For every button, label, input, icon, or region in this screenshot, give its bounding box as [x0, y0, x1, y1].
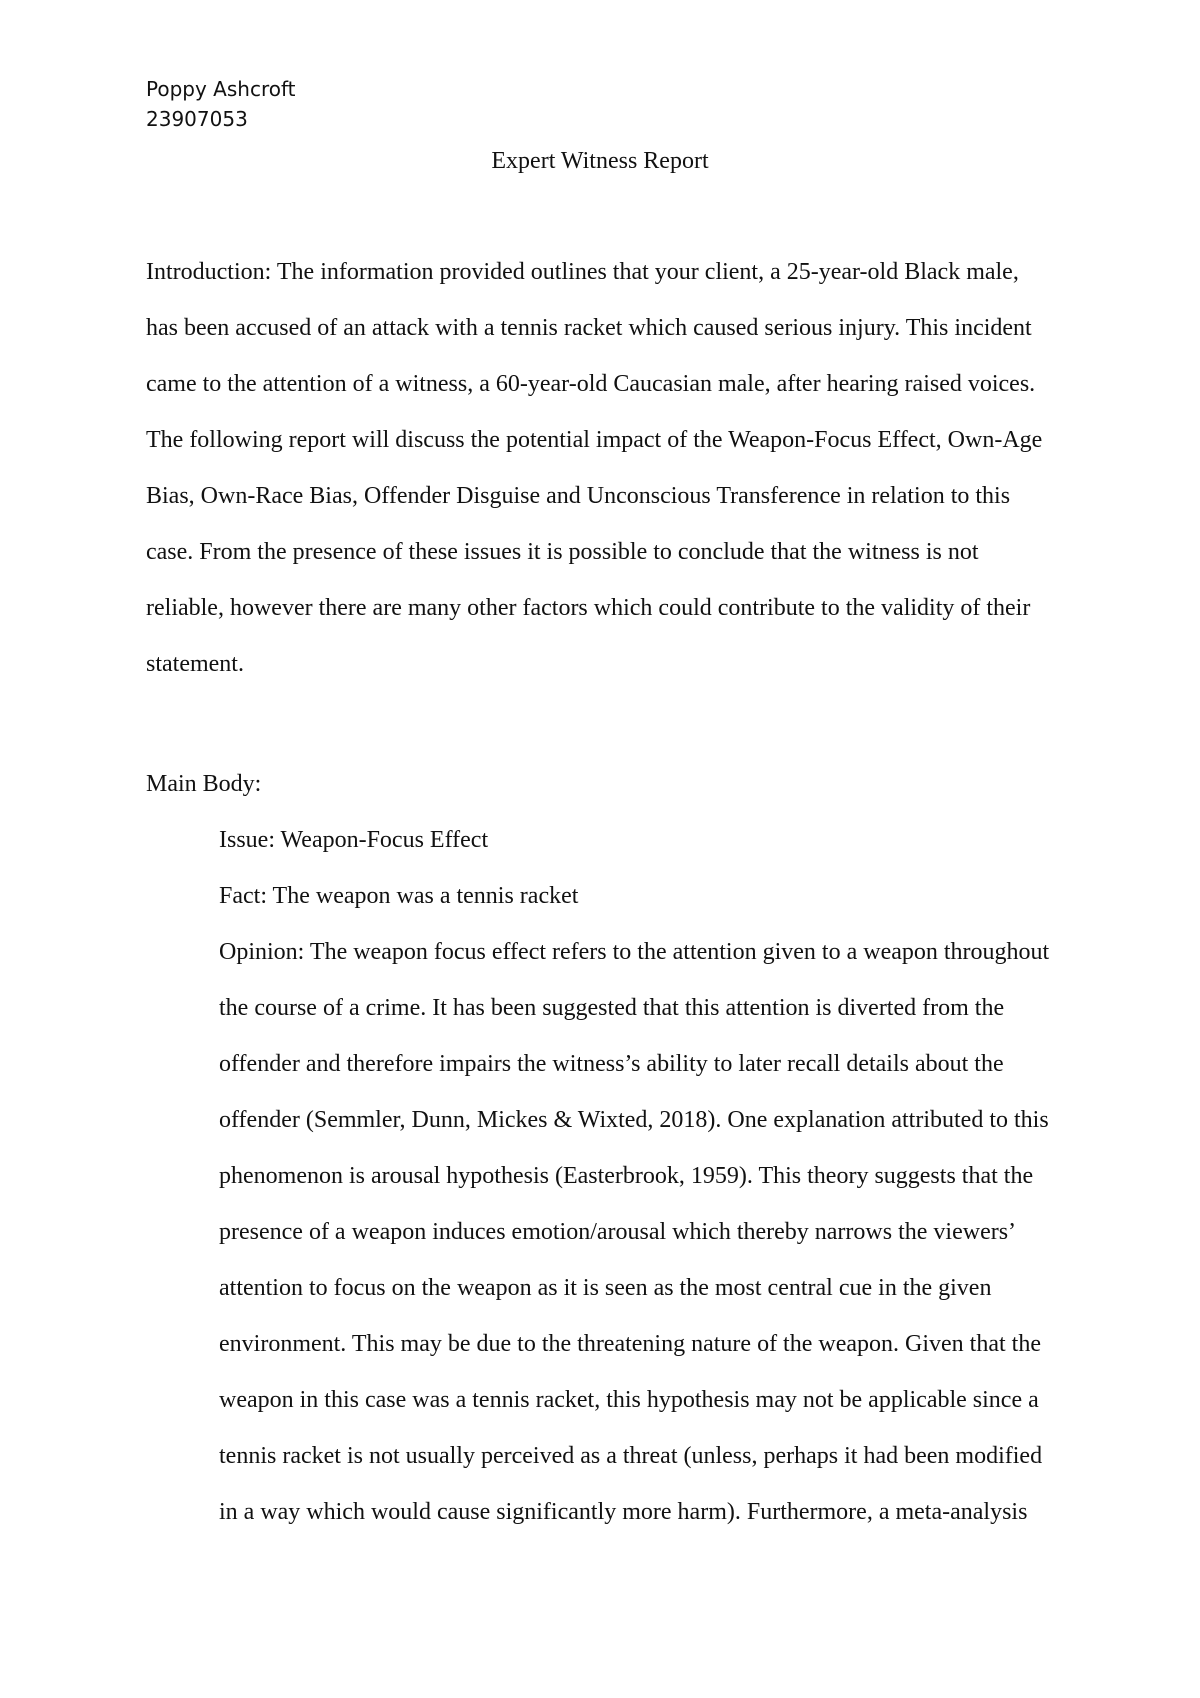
intro-line: Introduction: The information provided outlines that your client, a 25-year-old Black male, [146, 259, 1019, 285]
author-name: Poppy Ashcroft [146, 77, 296, 101]
intro-line: Bias, Own-Race Bias, Offender Disguise and Unconscious Transference in relation to this [146, 483, 1011, 509]
document-title: Expert Witness Report [491, 148, 709, 174]
opinion-line: Opinion: The weapon focus effect refers to the attention given to a weapon throughout [219, 939, 1050, 965]
opinion-line: environment. This may be due to the threatening nature of the weapon. Given that the [219, 1331, 1041, 1357]
intro-line: came to the attention of a witness, a 60-year-old Caucasian male, after hearing raised voices. [146, 371, 1036, 397]
fact-line: Fact: The weapon was a tennis racket [219, 883, 579, 909]
opinion-line: attention to focus on the weapon as it is seen as the most central cue in the given [219, 1275, 992, 1301]
intro-line: has been accused of an attack with a tennis racket which caused serious injury. This incident [146, 315, 1032, 341]
opinion-line: in a way which would cause significantly more harm). Furthermore, a meta-analysis [219, 1499, 1028, 1525]
student-id: 23907053 [146, 107, 248, 131]
opinion-line: offender (Semmler, Dunn, Mickes & Wixted, 2018). One explanation attributed to this [219, 1107, 1049, 1133]
opinion-line: presence of a weapon induces emotion/arousal which thereby narrows the viewers’ [219, 1219, 1017, 1245]
intro-line: The following report will discuss the potential impact of the Weapon-Focus Effect, Own-Age [146, 427, 1043, 453]
opinion-line: phenomenon is arousal hypothesis (Easterbrook, 1959). This theory suggests that the [219, 1163, 1034, 1189]
intro-line: reliable, however there are many other factors which could contribute to the validity of their [146, 595, 1031, 621]
introduction-paragraph [146, 244, 1066, 692]
main-body-heading: Main Body: [146, 771, 262, 797]
opinion-paragraph [219, 924, 1069, 1540]
intro-line: statement. [146, 651, 244, 677]
intro-line: case. From the presence of these issues it is possible to conclude that the witness is not [146, 539, 979, 565]
issue-line: Issue: Weapon-Focus Effect [219, 827, 489, 853]
issue-section [219, 812, 1069, 1540]
opinion-line: the course of a crime. It has been suggested that this attention is diverted from the [219, 995, 1005, 1021]
author-header [146, 74, 296, 134]
opinion-line: offender and therefore impairs the witness’s ability to later recall details about the [219, 1051, 1004, 1077]
opinion-line: weapon in this case was a tennis racket, this hypothesis may not be applicable since a [219, 1387, 1039, 1413]
opinion-line: tennis racket is not usually perceived as a threat (unless, perhaps it had been modified [219, 1443, 1043, 1469]
